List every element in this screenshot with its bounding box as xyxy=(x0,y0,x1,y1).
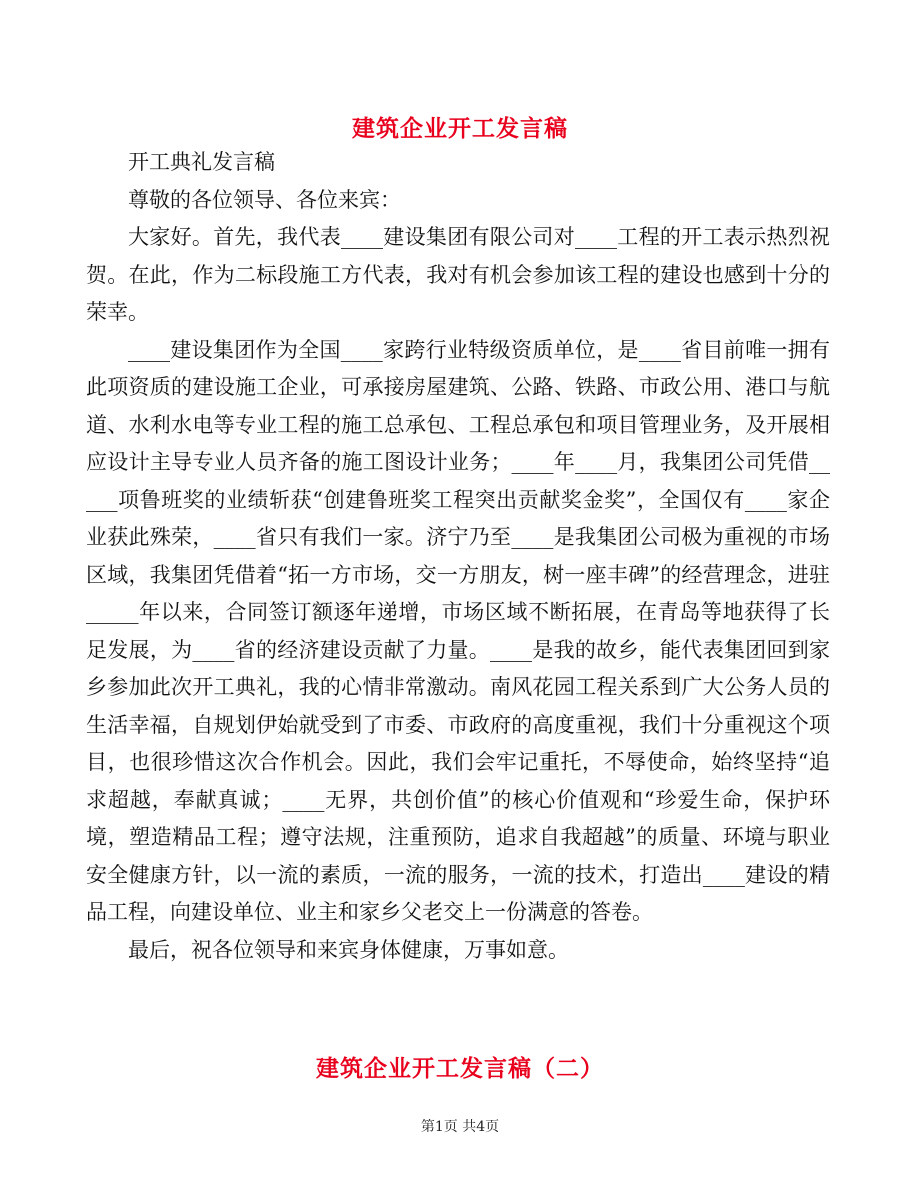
next-section-title: 建筑企业开工发言稿（二） xyxy=(316,1055,604,1082)
document-body xyxy=(86,144,830,969)
paragraph-heading: 开工典礼发言稿 xyxy=(128,150,275,174)
paragraph-closing: 最后，祝各位领导和来宾身体健康，万事如意。 xyxy=(128,937,569,962)
paragraph-main: ____建设集团作为全国____家跨行业特级资质单位，是____省目前唯一拥有此项资质的建设施工企业，可承接房屋建筑、公路、铁路、市政公用、港口与航道、水利水电等专业工程的施工总承包、工程总承包和项目管理业务，及开展相应设计主导专业人员齐备的施工图设计业务；____年____月，我集团公司凭借_____项鲁班奖的业绩斩获“创建鲁班奖工程突出贡献奖金奖”，全国仅有____家企业获此殊荣，____省只有我们一家。济宁乃至____是我集团公司极为重视的市场区域，我集团凭借着“拓一方市场，交一方朋友，树一座丰碑”的经营理念，进驻_____年以来，合同签订额逐年递增，市场区域不断拓展，在青岛等地获得了长足发展，为____省的经济建设贡献了力量。____是我的故乡，能代表集团回到家乡参加此次开工典礼，我的心情非常激动。南风花园工程关系到广大公务人员的生活幸福，自规划伊始就受到了市委、市政府的高度重视，我们十分重视这个项目，也很珍惜这次合作机会。因此，我们会牢记重托，不辱使命，始终坚持“追求超越，奉献真诚；____无界，共创价值”的核心价值观和“珍爱生命，保护环境，塑造精品工程；遵守法规，注重预防，追求自我超越”的质量、环境与职业安全健康方针，以一流的素质，一流的服务，一流的技术，打造出____建设的精品工程，向建设单位、业主和家乡父老交上一份满意的答卷。 xyxy=(86,337,830,924)
paragraph-greeting: 大家好。首先，我代表____建设集团有限公司对____工程的开工表示热烈祝贺。在此，作为二标段施工方代表，我对有机会参加该工程的建设也感到十分的荣幸。 xyxy=(86,225,830,324)
paragraph-salutation: 尊敬的各位领导、各位来宾： xyxy=(128,187,401,212)
page-footer: 第1页 共4页 xyxy=(420,1119,500,1135)
document-title: 建筑企业开工发言稿 xyxy=(352,115,568,142)
